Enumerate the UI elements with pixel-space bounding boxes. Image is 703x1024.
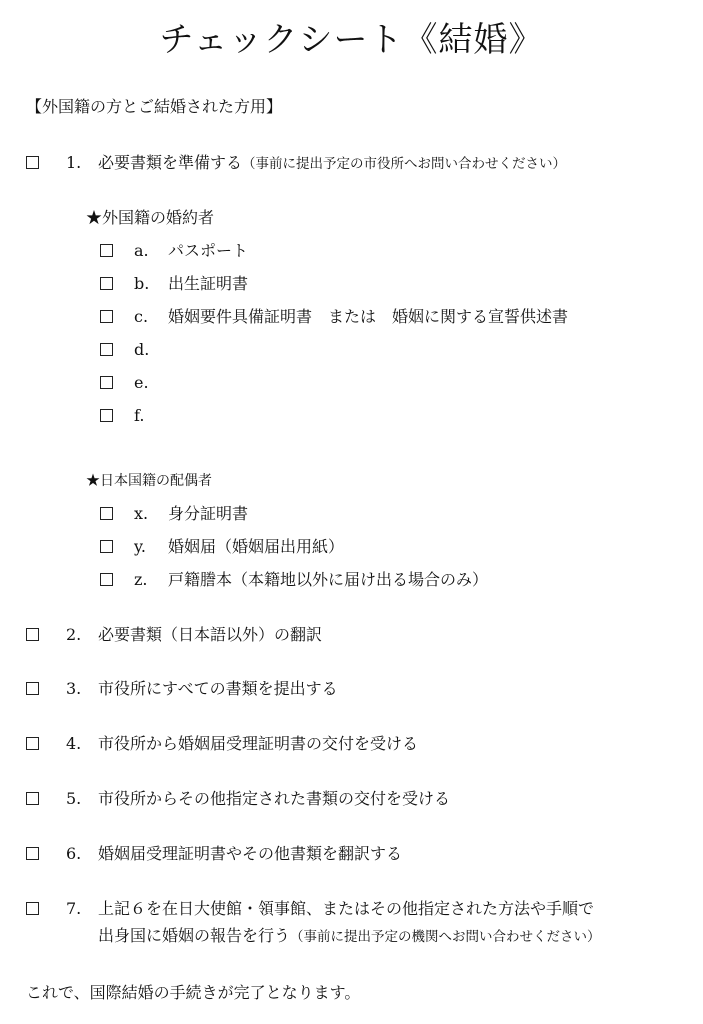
item-letter: z. (134, 570, 148, 589)
step-number: 6. (66, 844, 82, 863)
item-letter: b. (134, 274, 150, 293)
checkbox-a[interactable] (100, 244, 113, 257)
step-number: 4. (66, 734, 82, 753)
item-text: パスポート (168, 241, 249, 260)
checkbox-y[interactable] (100, 540, 113, 553)
item-text: 婚姻要件具備証明書 または 婚姻に関する宣誓供述書 (168, 307, 569, 326)
subtitle: 【外国籍の方とご結婚された方用】 (26, 97, 283, 116)
step-number: 1. (66, 153, 82, 172)
checkbox-z[interactable] (100, 573, 113, 586)
step-note: （事前に提出予定の機関へお問い合わせください） (290, 929, 601, 945)
step-text: 必要書類を準備する（事前に提出予定の市役所へお問い合わせください） (98, 153, 567, 172)
checkbox-f[interactable] (100, 409, 113, 422)
item-letter: c. (134, 307, 149, 326)
checkbox-step-6[interactable] (26, 847, 39, 860)
step-number: 2. (66, 625, 82, 644)
checkbox-step-2[interactable] (26, 628, 39, 641)
step-text: 必要書類（日本語以外）の翻訳 (98, 625, 323, 644)
checkbox-c[interactable] (100, 310, 113, 323)
step-text: 市役所から婚姻届受理証明書の交付を受ける (98, 734, 419, 753)
step-number: 3. (66, 679, 82, 698)
checkbox-step-3[interactable] (26, 682, 39, 695)
checkbox-b[interactable] (100, 277, 113, 290)
item-letter: a. (134, 241, 149, 260)
step-text: 婚姻届受理証明書やその他書類を翻訳する (98, 844, 403, 863)
item-letter: y. (134, 537, 146, 556)
item-text: 身分証明書 (168, 504, 249, 523)
step-number: 5. (66, 789, 82, 808)
item-text: 出生証明書 (168, 274, 249, 293)
checkbox-step-7[interactable] (26, 902, 39, 915)
checkbox-step-1[interactable] (26, 156, 39, 169)
item-letter: d. (134, 340, 150, 359)
checkbox-d[interactable] (100, 343, 113, 356)
step-number: 7. (66, 899, 82, 918)
checkbox-e[interactable] (100, 376, 113, 389)
step-text: 市役所からその他指定された書類の交付を受ける (98, 789, 451, 808)
step-text: 上記６を在日大使館・領事館、またはその他指定された方法や手順で (98, 899, 595, 918)
japanese-spouse-heading: ★日本国籍の配偶者 (86, 473, 212, 489)
step-text-line-2: 出身国に婚姻の報告を行う（事前に提出予定の機関へお問い合わせください） (98, 926, 601, 945)
foreign-spouse-heading: ★外国籍の婚約者 (86, 208, 215, 227)
item-letter: e. (134, 373, 149, 392)
page-title: チェックシート《結婚》 (159, 20, 544, 60)
checkbox-step-4[interactable] (26, 737, 39, 750)
checkbox-step-5[interactable] (26, 792, 39, 805)
closing-text: これで、国際結婚の手続きが完了となります。 (26, 983, 361, 1002)
checkbox-x[interactable] (100, 507, 113, 520)
step-note: （事前に提出予定の市役所へお問い合わせください） (242, 156, 567, 172)
step-text: 市役所にすべての書類を提出する (98, 679, 338, 698)
item-letter: f. (134, 406, 145, 425)
item-letter: x. (134, 504, 149, 523)
item-text: 戸籍謄本（本籍地以外に届け出る場合のみ） (168, 570, 489, 589)
item-text: 婚姻届（婚姻届出用紙） (168, 537, 345, 556)
